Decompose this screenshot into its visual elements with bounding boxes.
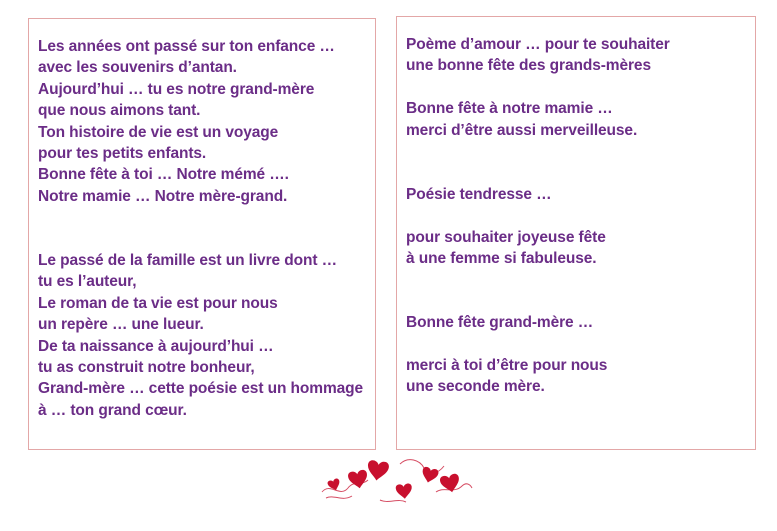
poem-line: Bonne fête à notre mamie … bbox=[406, 100, 613, 118]
poem-line: De ta naissance à aujourd’hui … bbox=[38, 337, 274, 355]
heart-icon bbox=[347, 469, 369, 490]
stanza-gap bbox=[406, 269, 670, 290]
heart-icon bbox=[420, 466, 439, 484]
poem-line: Notre mamie … Notre mère-grand. bbox=[38, 187, 288, 205]
poem-line: Poème d’amour … pour te souhaiter bbox=[406, 36, 670, 53]
poem-line: Bonne fête grand-mère … bbox=[406, 314, 594, 332]
stanza-gap bbox=[38, 229, 363, 250]
stanza-gap bbox=[406, 291, 670, 312]
poem-line: Le roman de ta vie est pour nous bbox=[38, 294, 278, 312]
poem-line: Grand-mère … cette poésie est un hommage bbox=[38, 380, 364, 398]
stanza-gap bbox=[406, 334, 670, 355]
poem-line: à … ton grand cœur. bbox=[38, 401, 187, 419]
poem-card-right bbox=[396, 16, 756, 450]
poem-line: Les années ont passé sur ton enfance … bbox=[38, 38, 335, 55]
poem-right-text bbox=[406, 34, 670, 398]
stanza-gap bbox=[406, 162, 670, 183]
poem-line: Ton histoire de vie est un voyage bbox=[38, 123, 279, 141]
poem-line: une bonne fête des grands-mères bbox=[406, 57, 651, 75]
stanza-gap bbox=[406, 205, 670, 226]
poem-line: pour tes petits enfants. bbox=[38, 145, 207, 163]
stanza-gap bbox=[38, 207, 363, 228]
heart-icon bbox=[366, 460, 390, 482]
heart-icon bbox=[395, 483, 412, 499]
stanza-gap bbox=[406, 141, 670, 162]
poem-line: Le passé de la famille est un livre dont … bbox=[38, 252, 338, 270]
poem-line: à une femme si fabuleuse. bbox=[406, 250, 597, 267]
poem-line: pour souhaiter joyeuse fête bbox=[406, 228, 606, 246]
poem-line: une seconde mère. bbox=[406, 378, 545, 396]
poem-line: Poésie tendresse … bbox=[406, 185, 552, 203]
poem-line: Bonne fête à toi … Notre mémé …. bbox=[38, 166, 289, 184]
poem-card-left bbox=[28, 18, 376, 450]
poem-line: un repère … une lueur. bbox=[38, 316, 204, 334]
poem-line: merci à toi d’être pour nous bbox=[406, 356, 608, 374]
poem-left-text bbox=[38, 36, 363, 421]
poem-line: que nous aimons tant. bbox=[38, 102, 201, 120]
poem-line: tu es l’auteur, bbox=[38, 273, 137, 291]
poem-line: Aujourd’hui … tu es notre grand-mère bbox=[38, 80, 315, 98]
poem-line: tu as construit notre bonheur, bbox=[38, 359, 255, 377]
poem-line: merci d’être aussi merveilleuse. bbox=[406, 121, 638, 139]
stanza-gap bbox=[406, 77, 670, 98]
hearts-icon bbox=[316, 452, 476, 512]
heart-cluster bbox=[327, 460, 462, 500]
heart-icon bbox=[439, 473, 461, 494]
poem-line: avec les souvenirs d’antan. bbox=[38, 59, 237, 77]
